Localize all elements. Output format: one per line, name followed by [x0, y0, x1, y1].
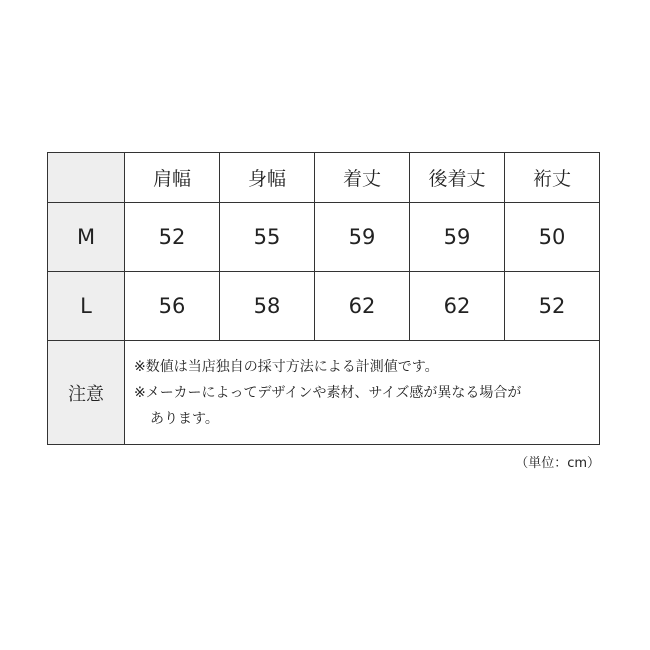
- note-line: ※メーカーによってデザインや素材、サイズ感が異なる場合が: [134, 384, 522, 401]
- table-cell: 56: [125, 272, 220, 341]
- table-cell: 50: [505, 203, 600, 272]
- size-label: L: [48, 272, 125, 341]
- header-shoulder-width: 肩幅: [125, 153, 220, 203]
- header-corner: [48, 153, 125, 203]
- size-label: M: [48, 203, 125, 272]
- table-cell: 62: [315, 272, 410, 341]
- note-text: [125, 341, 600, 445]
- table-cell: 52: [125, 203, 220, 272]
- table-cell: 52: [505, 272, 600, 341]
- table-row: [48, 203, 600, 272]
- table-row: [48, 272, 600, 341]
- table-cell: 58: [220, 272, 315, 341]
- header-body-width: 身幅: [220, 153, 315, 203]
- note-row: [48, 341, 600, 445]
- note-line: ※数値は当店独自の採寸方法による計測値です。: [134, 358, 439, 375]
- table-cell: 62: [410, 272, 505, 341]
- note-line: あります。: [150, 410, 219, 427]
- note-label: 注意: [48, 341, 125, 445]
- unit-label: （単位：cm）: [515, 456, 600, 471]
- table-cell: 59: [410, 203, 505, 272]
- header-length: 着丈: [315, 153, 410, 203]
- header-sleeve-length: 裄丈: [505, 153, 600, 203]
- header-row: [48, 153, 600, 203]
- header-back-length: 後着丈: [410, 153, 505, 203]
- table-cell: 55: [220, 203, 315, 272]
- size-chart-table: [47, 152, 600, 445]
- table-cell: 59: [315, 203, 410, 272]
